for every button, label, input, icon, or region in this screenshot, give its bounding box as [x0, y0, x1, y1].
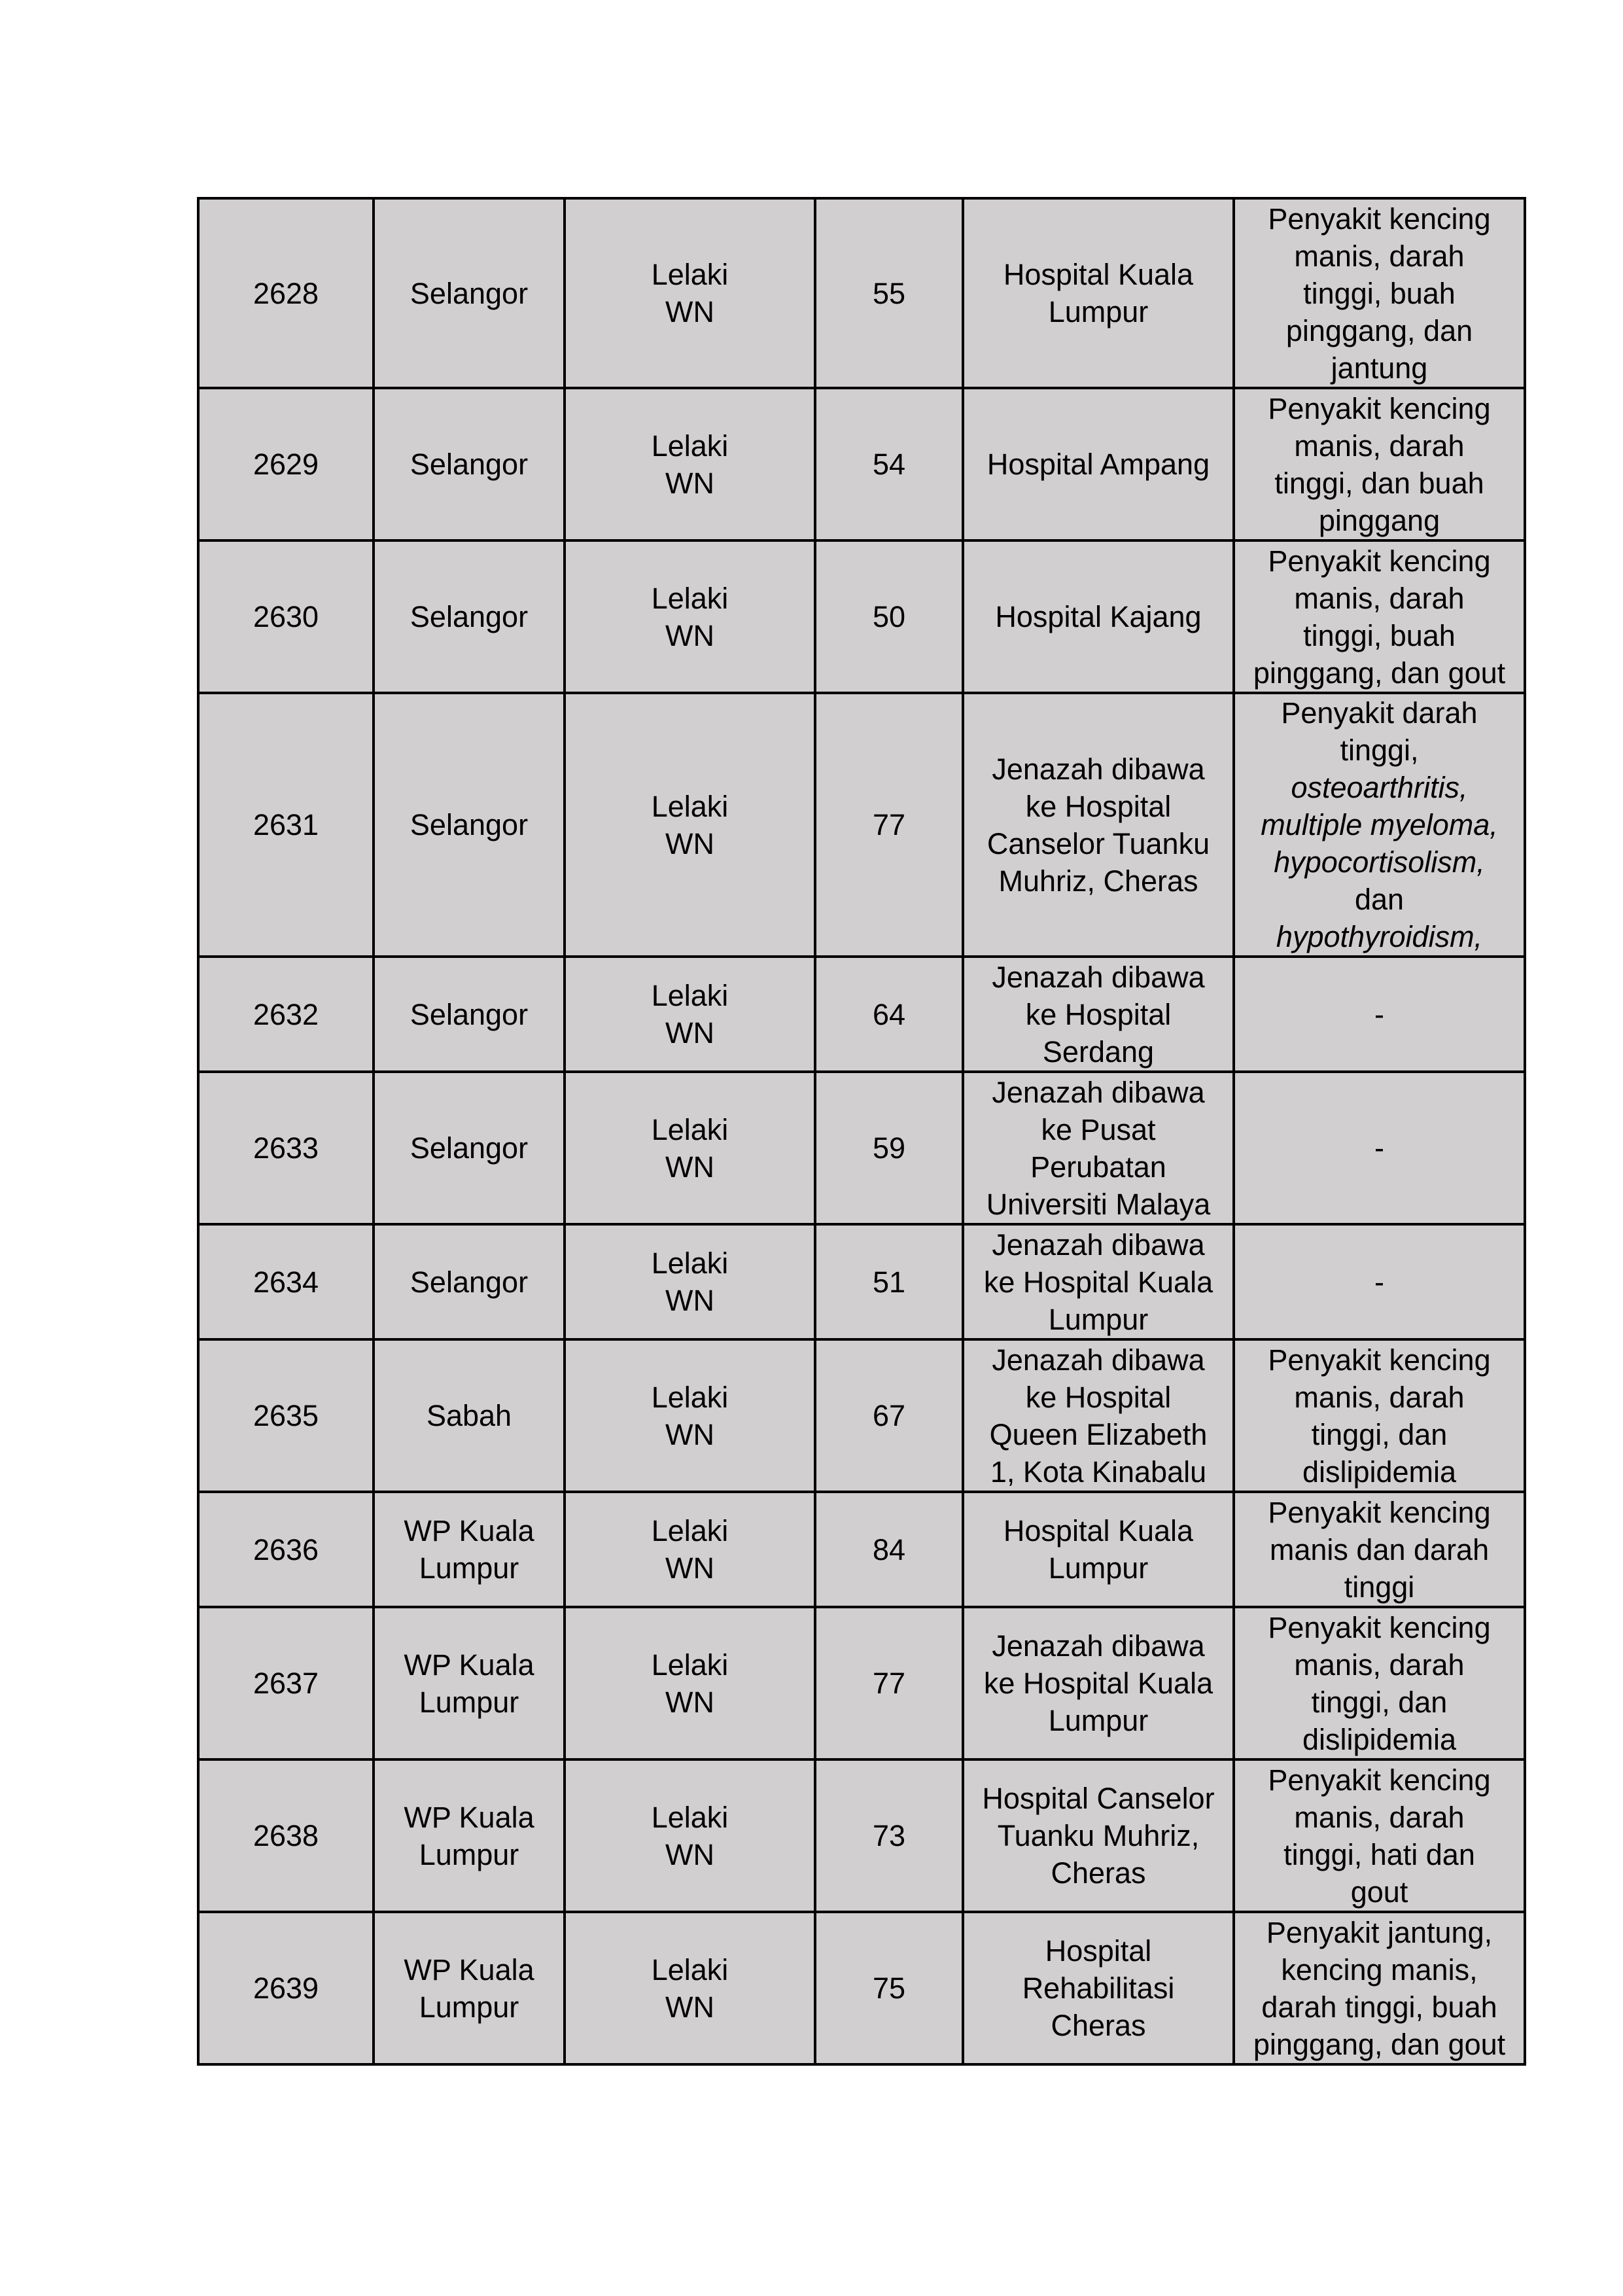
comorbidity-line [1240, 1568, 1518, 1606]
comorbidity-text: Penyakit kencing [1268, 202, 1491, 236]
table-row [198, 1492, 1525, 1607]
comorbidity-cell [1234, 540, 1525, 693]
location-cell-line: Universiti Malaya [986, 1187, 1211, 1221]
state-cell-line: Sabah [426, 1399, 512, 1432]
comorbidity-text: manis, darah [1294, 239, 1465, 273]
location-cell-line: ke Pusat [1041, 1112, 1156, 1146]
location-cell [963, 198, 1234, 388]
comorbidity-line [1240, 1914, 1518, 1951]
state-cell-line: Selangor [410, 808, 529, 841]
state-cell [374, 1759, 565, 1912]
table-row [198, 540, 1525, 693]
gender-nationality-cell-line: WN [665, 1685, 714, 1719]
comorbidity-text: Penyakit kencing [1268, 1343, 1491, 1377]
death-cases-table [197, 197, 1526, 2066]
location-cell-line: Jenazah dibawa [992, 1227, 1205, 1262]
comorbidity-text: manis, darah [1294, 1648, 1465, 1682]
age-cell: 50 [815, 540, 963, 693]
gender-nationality-cell-line: Lelaki [651, 1246, 729, 1280]
table-row [198, 1759, 1525, 1912]
case-number-cell: 2630 [198, 540, 374, 693]
table-row [198, 693, 1525, 957]
state-cell-line: Lumpur [419, 1990, 519, 2024]
gender-nationality-cell-line: WN [665, 1990, 714, 2024]
age-cell: 51 [815, 1224, 963, 1339]
age-cell: 54 [815, 388, 963, 540]
comorbidity-text: Penyakit kencing [1268, 1763, 1491, 1797]
comorbidity-line [1240, 200, 1518, 238]
age-cell: 84 [815, 1492, 963, 1607]
comorbidity-cell [1234, 1492, 1525, 1607]
state-cell [374, 540, 565, 693]
comorbidity-line [1240, 349, 1518, 387]
comorbidity-term-italic: osteoarthritis, [1291, 771, 1468, 804]
state-cell-line: Selangor [410, 1265, 529, 1299]
comorbidity-line [1240, 1761, 1518, 1799]
state-cell-line: Selangor [410, 1131, 529, 1165]
age-cell: 75 [815, 1912, 963, 2064]
case-number-cell: 2634 [198, 1224, 374, 1339]
comorbidity-cell [1234, 1912, 1525, 2064]
gender-nationality-cell [565, 1224, 815, 1339]
age-cell: 73 [815, 1759, 963, 1912]
comorbidity-line [1240, 502, 1518, 539]
comorbidity-line [1240, 1873, 1518, 1911]
comorbidity-line [1240, 769, 1518, 806]
comorbidity-line [1240, 1494, 1518, 1531]
gender-nationality-cell-line: WN [665, 295, 714, 328]
comorbidity-line [1240, 390, 1518, 427]
comorbidity-text: manis, darah [1294, 1800, 1465, 1834]
comorbidity-line [1240, 732, 1518, 769]
comorbidity-text: Penyakit kencing [1268, 1610, 1491, 1644]
comorbidity-line [1240, 1609, 1518, 1646]
comorbidity-text: tinggi, dan [1311, 1685, 1448, 1719]
table-row [198, 388, 1525, 540]
comorbidity-line [1240, 1684, 1518, 1721]
gender-nationality-cell-line: Lelaki [651, 258, 729, 291]
state-cell-line: Selangor [410, 997, 529, 1031]
location-cell-line: Jenazah dibawa [992, 1629, 1205, 1663]
location-cell-line: Jenazah dibawa [992, 960, 1205, 994]
comorbidity-line [1240, 465, 1518, 502]
comorbidity-text: jantung [1331, 351, 1428, 385]
comorbidity-text: dislipidemia [1302, 1455, 1457, 1489]
gender-nationality-cell [565, 1607, 815, 1759]
comorbidity-text: gout [1350, 1875, 1408, 1909]
gender-nationality-cell-line: WN [665, 1837, 714, 1871]
comorbidity-line [1240, 1799, 1518, 1836]
table-row [198, 957, 1525, 1072]
comorbidity-cell [1234, 1224, 1525, 1339]
gender-nationality-cell-line: WN [665, 1417, 714, 1451]
location-cell-line: Hospital Kuala [1003, 258, 1194, 291]
location-cell [963, 1607, 1234, 1759]
age-cell: 77 [815, 1607, 963, 1759]
comorbidity-text: Penyakit jantung, [1266, 1915, 1493, 1949]
comorbidity-line [1240, 427, 1518, 465]
location-cell-line: Lumpur [1048, 295, 1149, 328]
table-row [198, 1072, 1525, 1224]
gender-nationality-cell-line: WN [665, 1551, 714, 1585]
table-row [198, 1607, 1525, 1759]
comorbidity-text: manis, darah [1294, 1380, 1465, 1414]
comorbidity-text: pinggang, dan gout [1253, 656, 1506, 690]
state-cell-line: Lumpur [419, 1837, 519, 1871]
location-cell-line: Queen Elizabeth [989, 1417, 1208, 1451]
comorbidity-term-italic: multiple myeloma, [1261, 808, 1498, 841]
comorbidity-line [1240, 1129, 1518, 1167]
location-cell-line: ke Hospital [1025, 1380, 1172, 1414]
gender-nationality-cell [565, 1072, 815, 1224]
comorbidity-line [1240, 881, 1518, 918]
comorbidity-line [1240, 1531, 1518, 1568]
table-body [198, 198, 1525, 2064]
gender-nationality-cell-line: Lelaki [651, 1952, 729, 1987]
comorbidity-line [1240, 617, 1518, 654]
gender-nationality-cell-line: WN [665, 1150, 714, 1184]
gender-nationality-cell [565, 1912, 815, 2064]
location-cell [963, 1759, 1234, 1912]
location-cell [963, 693, 1234, 957]
gender-nationality-cell-line: Lelaki [651, 979, 729, 1012]
gender-nationality-cell-line: WN [665, 1016, 714, 1050]
location-cell-line: Serdang [1042, 1034, 1155, 1069]
comorbidity-line [1240, 1951, 1518, 1988]
comorbidity-text: manis dan darah [1269, 1532, 1490, 1566]
comorbidity-cell [1234, 693, 1525, 957]
comorbidity-cell [1234, 957, 1525, 1072]
location-cell-line: Rehabilitasi [1022, 1971, 1175, 2005]
location-cell [963, 1912, 1234, 2064]
comorbidity-text: - [1374, 1131, 1384, 1165]
gender-nationality-cell-line: Lelaki [651, 1514, 729, 1547]
table-row [198, 1339, 1525, 1492]
state-cell [374, 388, 565, 540]
comorbidity-line [1240, 1341, 1518, 1379]
location-cell-line: Hospital Ampang [986, 448, 1210, 481]
comorbidity-line [1240, 1988, 1518, 2026]
comorbidity-text: darah tinggi, buah [1261, 1990, 1497, 2024]
location-cell-line: Jenazah dibawa [992, 752, 1205, 786]
comorbidity-text: tinggi, buah [1303, 618, 1456, 652]
location-cell-line: Perubatan [1030, 1150, 1166, 1184]
location-cell-line: Hospital Canselor [982, 1782, 1215, 1815]
location-cell-line: Lumpur [1048, 1551, 1149, 1585]
case-number-cell: 2635 [198, 1339, 374, 1492]
gender-nationality-cell-line: Lelaki [651, 1648, 729, 1682]
location-cell-line: Lumpur [1048, 1302, 1149, 1336]
age-cell: 59 [815, 1072, 963, 1224]
comorbidity-term-italic: hypothyroidism, [1276, 920, 1483, 953]
location-cell-line: Hospital Kajang [995, 600, 1202, 633]
gender-nationality-cell-line: Lelaki [651, 581, 729, 615]
state-cell [374, 1224, 565, 1339]
case-number-cell: 2633 [198, 1072, 374, 1224]
case-number-cell: 2639 [198, 1912, 374, 2064]
comorbidity-line [1240, 1453, 1518, 1491]
gender-nationality-cell-line: Lelaki [651, 1800, 729, 1834]
gender-nationality-cell-line: Lelaki [651, 1380, 729, 1414]
gender-nationality-cell [565, 540, 815, 693]
comorbidity-line [1240, 542, 1518, 580]
location-cell [963, 1492, 1234, 1607]
location-cell-line: Hospital [1045, 1934, 1152, 1968]
location-cell-line: Tuanku Muhriz, [997, 1819, 1200, 1852]
comorbidity-text: - [1374, 997, 1384, 1031]
case-number-cell: 2628 [198, 198, 374, 388]
case-number-cell: 2638 [198, 1759, 374, 1912]
gender-nationality-cell [565, 1759, 815, 1912]
state-cell-line: Selangor [410, 276, 529, 310]
location-cell [963, 1072, 1234, 1224]
gender-nationality-cell [565, 1339, 815, 1492]
comorbidity-line [1240, 1379, 1518, 1416]
comorbidity-text: tinggi, buah [1303, 276, 1456, 310]
location-cell-line: ke Hospital [1025, 997, 1172, 1031]
location-cell [963, 1339, 1234, 1492]
comorbidity-text: tinggi, [1340, 733, 1419, 767]
state-cell [374, 957, 565, 1072]
gender-nationality-cell-line: WN [665, 618, 714, 652]
comorbidity-line [1240, 238, 1518, 275]
location-cell-line: Jenazah dibawa [992, 1075, 1205, 1109]
location-cell [963, 1224, 1234, 1339]
state-cell-line: Lumpur [419, 1551, 519, 1585]
case-number-cell: 2636 [198, 1492, 374, 1607]
age-cell: 64 [815, 957, 963, 1072]
gender-nationality-cell-line: Lelaki [651, 1112, 729, 1146]
state-cell [374, 1912, 565, 2064]
location-cell [963, 957, 1234, 1072]
comorbidity-text: tinggi [1344, 1570, 1415, 1604]
comorbidity-line [1240, 843, 1518, 881]
state-cell [374, 1492, 565, 1607]
comorbidity-line [1240, 1263, 1518, 1301]
comorbidity-text: - [1374, 1265, 1384, 1299]
state-cell [374, 1072, 565, 1224]
comorbidity-line [1240, 918, 1518, 955]
state-cell-line: WP Kuala [404, 1514, 534, 1547]
gender-nationality-cell [565, 693, 815, 957]
comorbidity-line [1240, 1836, 1518, 1873]
location-cell-line: Muhriz, Cheras [998, 864, 1198, 898]
comorbidity-text: Penyakit darah [1281, 696, 1478, 730]
case-number-cell: 2632 [198, 957, 374, 1072]
gender-nationality-cell-line: Lelaki [651, 429, 729, 463]
case-number-cell: 2637 [198, 1607, 374, 1759]
gender-nationality-cell [565, 957, 815, 1072]
comorbidity-term-italic: hypocortisolism, [1274, 845, 1485, 879]
comorbidity-line [1240, 275, 1518, 312]
comorbidity-line [1240, 806, 1518, 843]
age-cell: 55 [815, 198, 963, 388]
location-cell-line: ke Hospital Kuala [983, 1265, 1213, 1299]
comorbidity-line [1240, 996, 1518, 1033]
comorbidity-line [1240, 1721, 1518, 1758]
comorbidity-cell [1234, 1339, 1525, 1492]
table-row [198, 1912, 1525, 2064]
table-row [198, 1224, 1525, 1339]
gender-nationality-cell [565, 388, 815, 540]
location-cell-line: Hospital Kuala [1003, 1514, 1194, 1547]
comorbidity-text: pinggang, dan [1285, 313, 1473, 347]
state-cell-line: Lumpur [419, 1685, 519, 1719]
comorbidity-cell [1234, 1759, 1525, 1912]
age-cell: 67 [815, 1339, 963, 1492]
state-cell-line: Selangor [410, 600, 529, 633]
location-cell [963, 388, 1234, 540]
comorbidity-text: pinggang, dan gout [1253, 2027, 1506, 2061]
comorbidity-text: tinggi, dan buah [1274, 466, 1484, 500]
location-cell-line: 1, Kota Kinabalu [990, 1455, 1207, 1489]
comorbidity-cell [1234, 388, 1525, 540]
comorbidity-cell [1234, 198, 1525, 388]
case-number-cell: 2631 [198, 693, 374, 957]
comorbidity-text: tinggi, hati dan [1283, 1837, 1475, 1871]
case-number-cell: 2629 [198, 388, 374, 540]
state-cell-line: Selangor [410, 448, 529, 481]
gender-nationality-cell [565, 198, 815, 388]
gender-nationality-cell-line: WN [665, 1284, 714, 1317]
comorbidity-text: pinggang [1318, 503, 1440, 537]
comorbidity-text: manis, darah [1294, 429, 1465, 463]
state-cell-line: WP Kuala [404, 1648, 534, 1682]
comorbidity-line [1240, 312, 1518, 349]
location-cell-line: ke Hospital Kuala [983, 1667, 1213, 1700]
gender-nationality-cell-line: WN [665, 466, 714, 500]
location-cell-line: Cheras [1051, 2009, 1146, 2042]
comorbidity-text: dan [1354, 883, 1405, 916]
comorbidity-line [1240, 694, 1518, 732]
comorbidity-text: manis, darah [1294, 581, 1465, 615]
comorbidity-text: tinggi, dan [1311, 1417, 1448, 1451]
comorbidity-text: Penyakit kencing [1268, 391, 1491, 425]
location-cell-line: Lumpur [1048, 1704, 1149, 1737]
state-cell [374, 1607, 565, 1759]
state-cell [374, 198, 565, 388]
comorbidity-text: Penyakit kencing [1268, 544, 1491, 578]
state-cell-line: WP Kuala [404, 1952, 534, 1987]
comorbidity-text: Penyakit kencing [1268, 1495, 1491, 1529]
gender-nationality-cell-line: WN [665, 826, 714, 860]
comorbidity-cell [1234, 1072, 1525, 1224]
state-cell [374, 1339, 565, 1492]
location-cell-line: Cheras [1051, 1856, 1146, 1890]
location-cell-line: ke Hospital [1025, 789, 1172, 823]
state-cell [374, 693, 565, 957]
location-cell-line: Canselor Tuanku [986, 826, 1210, 860]
comorbidity-cell [1234, 1607, 1525, 1759]
location-cell [963, 540, 1234, 693]
age-cell: 77 [815, 693, 963, 957]
comorbidity-line [1240, 1646, 1518, 1684]
comorbidity-line [1240, 580, 1518, 617]
comorbidity-line [1240, 2026, 1518, 2063]
table-row [198, 198, 1525, 388]
comorbidity-text: dislipidemia [1302, 1722, 1457, 1756]
gender-nationality-cell-line: Lelaki [651, 789, 729, 823]
gender-nationality-cell [565, 1492, 815, 1607]
comorbidity-text: kencing manis, [1281, 1952, 1478, 1987]
comorbidity-line [1240, 1416, 1518, 1453]
location-cell-line: Jenazah dibawa [992, 1343, 1205, 1377]
state-cell-line: WP Kuala [404, 1800, 534, 1834]
comorbidity-line [1240, 654, 1518, 692]
